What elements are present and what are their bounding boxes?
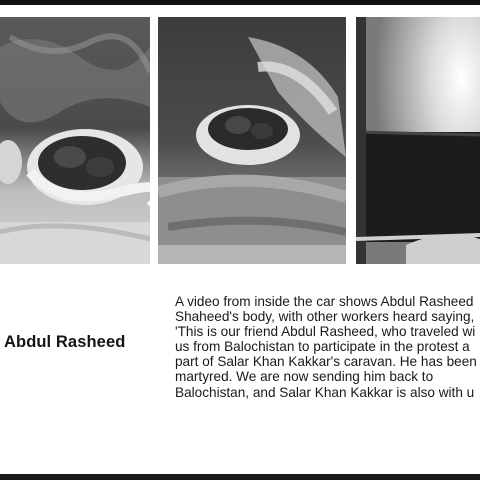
caption-paragraph [175,294,480,400]
caption-line: 'This is our friend Abdul Rasheed, who traveled wi [175,324,476,340]
photo-left [0,17,150,264]
caption-line: Shaheed's body, with other workers heard saying, [175,309,475,325]
caption-line: us from Balochistan to participate in the protest a [175,339,470,355]
caption-line: part of Salar Khan Kakkar's caravan. He has been [175,354,477,370]
bottom-border [0,474,480,480]
caption-line: Balochistan, and Salar Khan Kakkar is also with u [175,384,475,400]
caption-line: A video from inside the car shows Abdul Rasheed [175,294,474,309]
photo-right [356,17,480,264]
photo-middle [158,17,346,264]
caption-line: martyred. We are now sending him back to [175,369,434,385]
top-border [0,0,480,5]
person-name-label: Abdul Rasheed [4,333,126,351]
